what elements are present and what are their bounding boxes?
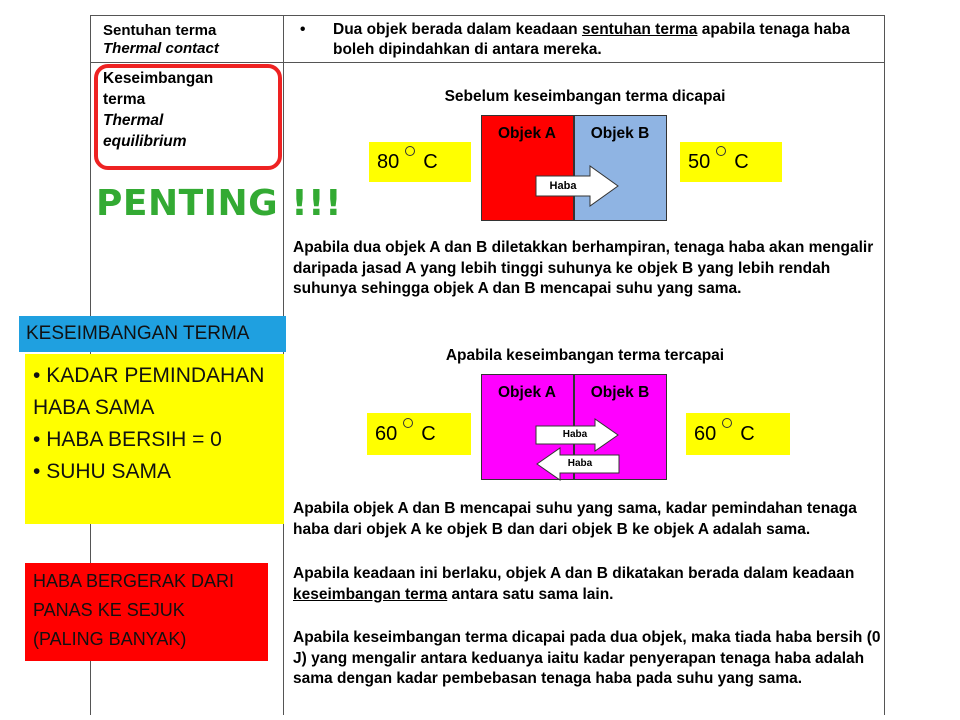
heat-arrow-label: Haba bbox=[549, 180, 577, 192]
summary-item-temperature: • SUHU SAMA bbox=[33, 460, 172, 483]
object-a-after-label: Objek A bbox=[498, 384, 556, 401]
heat-arrow-right-label: Haba bbox=[562, 429, 588, 440]
term-thermal-contact-en: Thermal contact bbox=[103, 40, 219, 57]
degree-icon bbox=[716, 146, 726, 156]
object-b-before-label: Objek B bbox=[590, 125, 650, 142]
penting-title: PENTING !!! bbox=[96, 183, 343, 224]
paragraph-equilibrium-state: Apabila keadaan ini berlaku, objek A dan B dikatakan berada dalam keadaan keseimbangan terma antara satu sama lain. bbox=[293, 565, 855, 603]
term-thermal-equilibrium-ms: Keseimbangan terma bbox=[103, 70, 214, 108]
table-top-border bbox=[90, 15, 885, 16]
summary-item-rate: • KADAR PEMINDAHAN HABA SAMA bbox=[33, 364, 265, 419]
before-heading: Sebelum keseimbangan terma dicapai bbox=[444, 88, 726, 105]
temp-b-after: 60 C bbox=[686, 413, 790, 455]
degree-icon bbox=[722, 418, 732, 428]
object-a-before-label: Objek A bbox=[498, 125, 556, 142]
summary-box bbox=[25, 354, 284, 524]
paragraph-equal-rate: Apabila objek A dan B mencapai suhu yang sama, kadar pemindahan tenaga haba dari objek A ke objek B dan dari objek B ke objek A adalah sama. bbox=[293, 500, 857, 538]
heat-direction-note: HABA BERGERAK DARI PANAS KE SEJUK (PALING BANYAK) bbox=[25, 563, 268, 661]
term-thermal-contact-ms: Sentuhan terma bbox=[103, 22, 217, 39]
heat-arrow-left-label: Haba bbox=[567, 458, 593, 469]
thermal-contact-definition: Dua objek berada dalam keadaan sentuhan terma apabila tenaga haba boleh dipindahkan di antara mereka. bbox=[333, 21, 850, 58]
table-right-border bbox=[884, 15, 885, 715]
after-heading: Apabila keseimbangan terma tercapai bbox=[445, 347, 725, 364]
sentuhan-terma-underline: sentuhan terma bbox=[581, 21, 698, 38]
degree-icon bbox=[403, 418, 413, 428]
temp-a-after: 60 C bbox=[367, 413, 471, 455]
paragraph-net-heat-zero: Apabila keseimbangan terma dicapai pada dua objek, maka tiada haba bersih (0 J) yang mengalir antara keduanya iaitu kadar penyerapan tenaga haba adalah sama dengan kadar pembebasan tenaga haba pada suhu yang sama. bbox=[293, 629, 881, 687]
term-thermal-equilibrium-en: Thermal equilibrium bbox=[103, 112, 187, 150]
keseimbangan-terma-underline: keseimbangan terma bbox=[293, 585, 448, 603]
summary-item-net-heat: • HABA BERSIH = 0 bbox=[33, 428, 222, 451]
object-b-after-label: Objek B bbox=[590, 384, 650, 401]
degree-icon bbox=[405, 146, 415, 156]
temp-b-before: 50 C bbox=[680, 142, 782, 182]
highlight-outline bbox=[94, 64, 282, 170]
temp-a-before: 80 C bbox=[369, 142, 471, 182]
paragraph-heat-flow: Apabila dua objek A dan B diletakkan berhampiran, tenaga haba akan mengalir daripada jasad A yang lebih tinggi suhunya ke objek B yang lebih rendah suhunya sehingga objek A dan B mencapai suhu yang sama. bbox=[293, 239, 874, 297]
bullet: • bbox=[300, 21, 306, 38]
term-thermal-contact bbox=[103, 22, 281, 58]
keseimbangan-terma-label: KESEIMBANGAN TERMA bbox=[19, 316, 286, 352]
table-row-divider bbox=[90, 62, 885, 63]
